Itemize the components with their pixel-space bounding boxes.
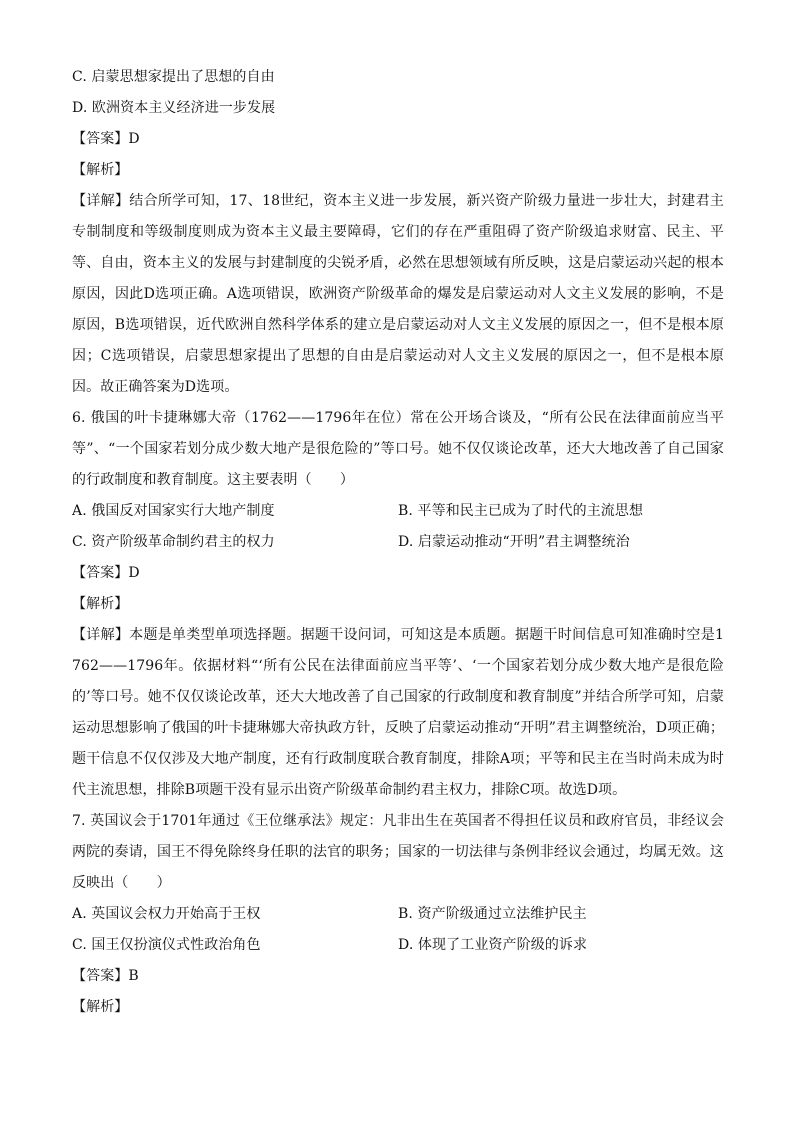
q7-options-row-1 (72, 899, 724, 930)
q5-analysis-title: 【解析】 (72, 162, 129, 178)
q5-option-d: D. 欧洲资本主义经济进一步发展 (72, 100, 276, 116)
q7-stem: 7. 英国议会于1701年通过《王位继承法》规定：凡非出生在英国者不得担任议员和政府官员，非经议会两院的奏请，国王不得免除终身任职的法官的职务；国家的一切法律与条例非经议会通过，均属无效。这反映出（ ） (72, 813, 724, 891)
q7-option-a: A. 英国议会权力开始高于王权 (72, 906, 261, 922)
q6-answer: 【答案】D (72, 565, 140, 581)
q6-option-b: B. 平等和民主已成为了时代的主流思想 (398, 503, 644, 519)
page-content (72, 62, 724, 1023)
q6-options-row-1 (72, 496, 724, 527)
q5-answer: 【答案】D (72, 131, 140, 147)
q6-option-a: A. 俄国反对国家实行大地产制度 (72, 503, 275, 519)
q6-analysis-title: 【解析】 (72, 596, 129, 612)
q7-option-c: C. 国王仅扮演仪式性政治角色 (72, 937, 261, 953)
q7-option-d: D. 体现了工业资产阶级的诉求 (398, 937, 588, 953)
q7-analysis-title: 【解析】 (72, 999, 129, 1015)
q6-option-c: C. 资产阶级革命制约君主的权力 (72, 534, 275, 550)
q7-answer: 【答案】B (72, 968, 139, 984)
q6-stem: 6. 俄国的叶卡捷琳娜大帝（1762——1796年在位）常在公开场合谈及，“所有公民在法律面前应当平等”、“一个国家若划分成少数大地产是很危险的”等口号。她不仅仅谈论改革，还大大地改善了自己国家的行政制度和教育制度。这主要表明（ ） (72, 410, 724, 488)
q5-option-c: C. 启蒙思想家提出了思想的自由 (72, 69, 275, 85)
q6-options-row-2 (72, 527, 724, 558)
q7-option-b: B. 资产阶级通过立法维护民主 (398, 906, 587, 922)
q5-detail: 【详解】结合所学可知，17、18世纪，资本主义进一步发展，新兴资产阶级力量进一步壮大，封建君主专制制度和等级制度则成为资本主义最主要障碍，它们的存在严重阻碍了资产阶级追求财富、民主、平等、自由，资本主义的发展与封建制度的尖锐矛盾，必然在思想领域有所反映，这是启蒙运动兴起的根本原因，因此D选项正确。A选项错误，欧洲资产阶级革命的爆发是启蒙运动对人文主义发展的影响，不是原因，B选项错误，近代欧洲自然科学体系的建立是启蒙运动对人文主义发展的原因之一，但不是根本原因；C选项错误，启蒙思想家提出了思想的自由是启蒙运动对人文主义发展的原因之一，但不是根本原因。故正确答案为D选项。 (72, 193, 724, 395)
q6-detail: 【详解】本题是单类型单项选择题。据题干设问词，可知这是本质题。据题干时间信息可知准确时空是1762——1796年。依据材料“‘所有公民在法律面前应当平等’、‘一个国家若划分成少数大地产是很危险的’等口号。她不仅仅谈论改革，还大大地改善了自己国家的行政制度和教育制度”并结合所学可知，启蒙运动思想影响了俄国的叶卡捷琳娜大帝执政方针，反映了启蒙运动推动“开明”君主调整统治，D项正确；题干信息不仅仅涉及大地产制度，还有行政制度联合教育制度，排除A项；平等和民主在当时尚未成为时代主流思想，排除B项题干没有显示出资产阶级革命制约君主权力，排除C项。故选D项。 (72, 627, 724, 798)
q7-options-row-2 (72, 930, 724, 961)
q6-option-d: D. 启蒙运动推动“开明”君主调整统治 (398, 534, 630, 550)
